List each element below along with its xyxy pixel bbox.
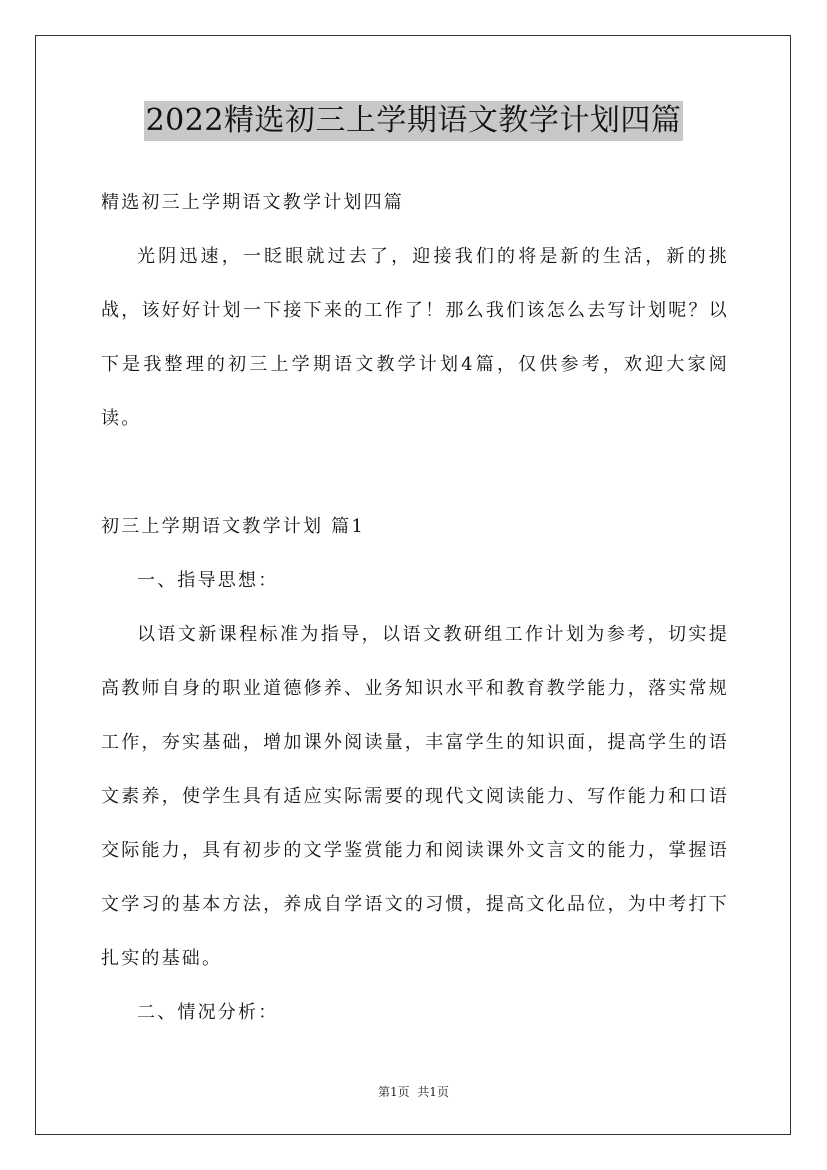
heading-situation-analysis: 二、情况分析： — [137, 1002, 279, 1023]
heading-guiding-ideology: 一、指导思想： — [137, 570, 279, 591]
document-subtitle: 精选初三上学期语文教学计划四篇 — [101, 192, 404, 213]
guiding-ideology-paragraph: 以语文新课程标准为指导，以语文教研组工作计划为参考，切实提高教师自身的职业道德修养、业务知识水平和教育教学能力，落实常规工作，夯实基础，增加课外阅读量，丰富学生的知识面，提高学生的语文素养，使学生具有适应实际需要的现代文阅读能力、写作能力和口语交际能力，具有初步的文学鉴赏能力和阅读课外文言文的能力，掌握语文学习的基本方法，养成自学语文的习惯，提高文化品位，为中考打下扎实的基础。 — [101, 624, 729, 969]
document-title — [0, 100, 827, 141]
section-title: 初三上学期语文教学计划 篇1 — [101, 516, 365, 537]
spacer — [101, 446, 729, 500]
document-body — [101, 176, 729, 1040]
intro-paragraph: 光阴迅速，一眨眼就过去了，迎接我们的将是新的生活，新的挑战，该好好计划一下接下来的工作了！那么我们该怎么去写计划呢？以下是我整理的初三上学期语文教学计划4篇，仅供参考，欢迎大家阅读。 — [101, 246, 729, 429]
page-number-footer: 第1页 共1页 — [378, 1085, 449, 1099]
document-title-text: 2022精选初三上学期语文教学计划四篇 — [144, 101, 684, 141]
